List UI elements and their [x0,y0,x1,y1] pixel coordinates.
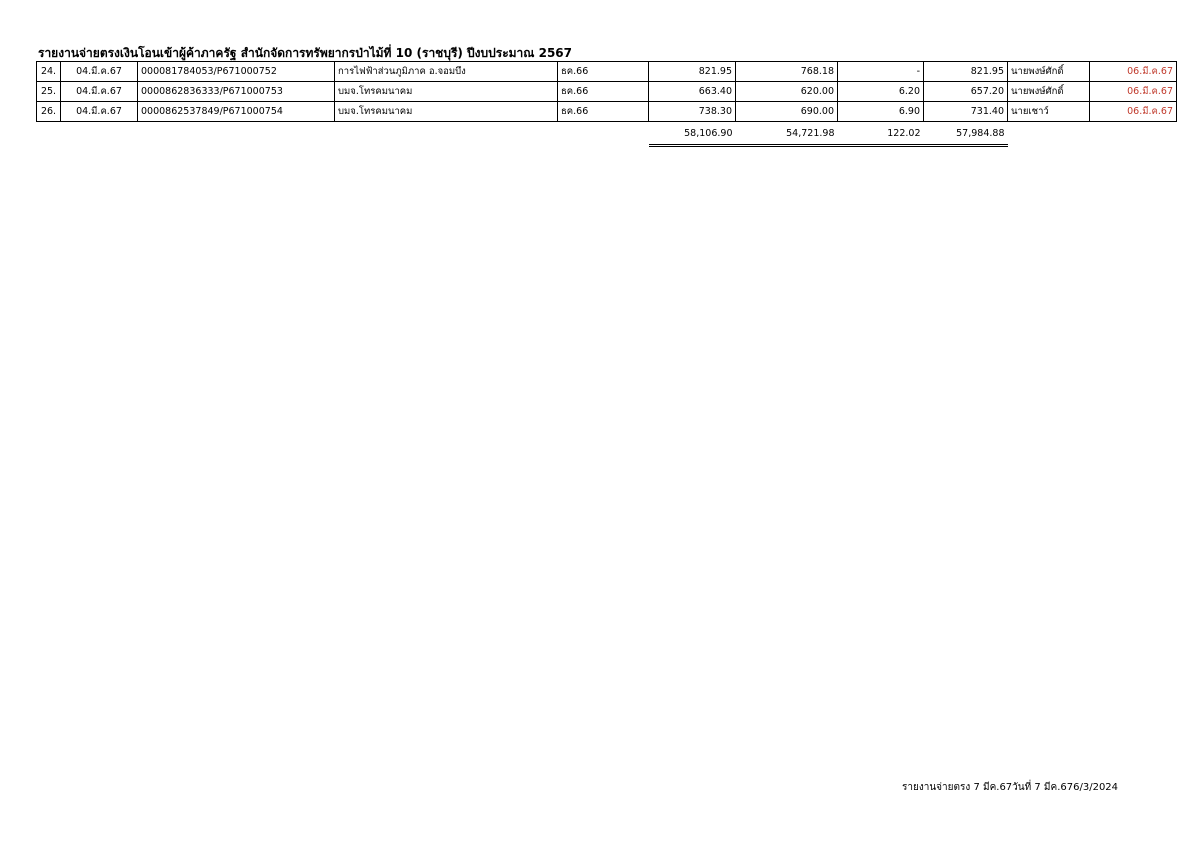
row-reference: 000081784053/P671000752 [138,62,335,82]
row-date: 04.มี.ค.67 [61,82,138,102]
row-tax-amount: - [838,62,924,82]
row-payee: บมจ.โทรคมนาคม [335,82,558,102]
row-officer: นายพงษ์ศักดิ์ [1008,82,1090,102]
row-gross-amount: 738.30 [649,102,736,122]
totals-spacer [1008,122,1090,146]
row-date: 04.มี.ค.67 [61,62,138,82]
row-tax-amount: 6.90 [838,102,924,122]
row-officer: นายเชาว์ [1008,102,1090,122]
row-period: ธค.66 [558,102,649,122]
row-officer: นายพงษ์ศักดิ์ [1008,62,1090,82]
row-date: 04.มี.ค.67 [61,102,138,122]
row-net-amount: 620.00 [736,82,838,102]
total-tax-amount: 122.02 [838,122,924,146]
row-gross-amount: 663.40 [649,82,736,102]
totals-spacer [1090,122,1177,146]
row-reference: 0000862836333/P671000753 [138,82,335,102]
total-gross-amount: 58,106.90 [649,122,736,146]
row-transfer-date: 06.มี.ค.67 [1090,102,1177,122]
payment-table [36,61,1177,147]
row-tax-amount: 6.20 [838,82,924,102]
totals-spacer [61,122,138,146]
row-transfer-date: 06.มี.ค.67 [1090,82,1177,102]
totals-spacer [37,122,61,146]
row-net-amount: 690.00 [736,102,838,122]
row-reference: 0000862537849/P671000754 [138,102,335,122]
row-gross-amount: 821.95 [649,62,736,82]
totals-row [37,122,1177,146]
totals-spacer [138,122,335,146]
table-row [37,82,1177,102]
row-number: 26. [37,102,61,122]
row-paid-amount: 821.95 [924,62,1008,82]
row-period: ธค.66 [558,82,649,102]
report-title: รายงานจ่ายตรงเงินโอนเข้าผู้ค้าภาครัฐ สำนักจัดการทรัพยากรป่าไม้ที่ 10 (ราชบุรี) ปีงบประมาณ 2567 [38,46,573,60]
totals-spacer [335,122,558,146]
row-number: 24. [37,62,61,82]
row-paid-amount: 657.20 [924,82,1008,102]
totals-spacer [558,122,649,146]
row-payee: บมจ.โทรคมนาคม [335,102,558,122]
row-period: ธค.66 [558,62,649,82]
total-paid-amount: 57,984.88 [924,122,1008,146]
row-number: 25. [37,82,61,102]
table-row [37,102,1177,122]
total-net-amount: 54,721.98 [736,122,838,146]
row-payee: การไฟฟ้าส่วนภูมิภาค อ.จอมบึง [335,62,558,82]
row-transfer-date: 06.มี.ค.67 [1090,62,1177,82]
row-net-amount: 768.18 [736,62,838,82]
row-paid-amount: 731.40 [924,102,1008,122]
table-row [37,62,1177,82]
page-footer: รายงานจ่ายตรง 7 มีค.67วันที่ 7 มีค.676/3/2024 [902,782,1119,793]
